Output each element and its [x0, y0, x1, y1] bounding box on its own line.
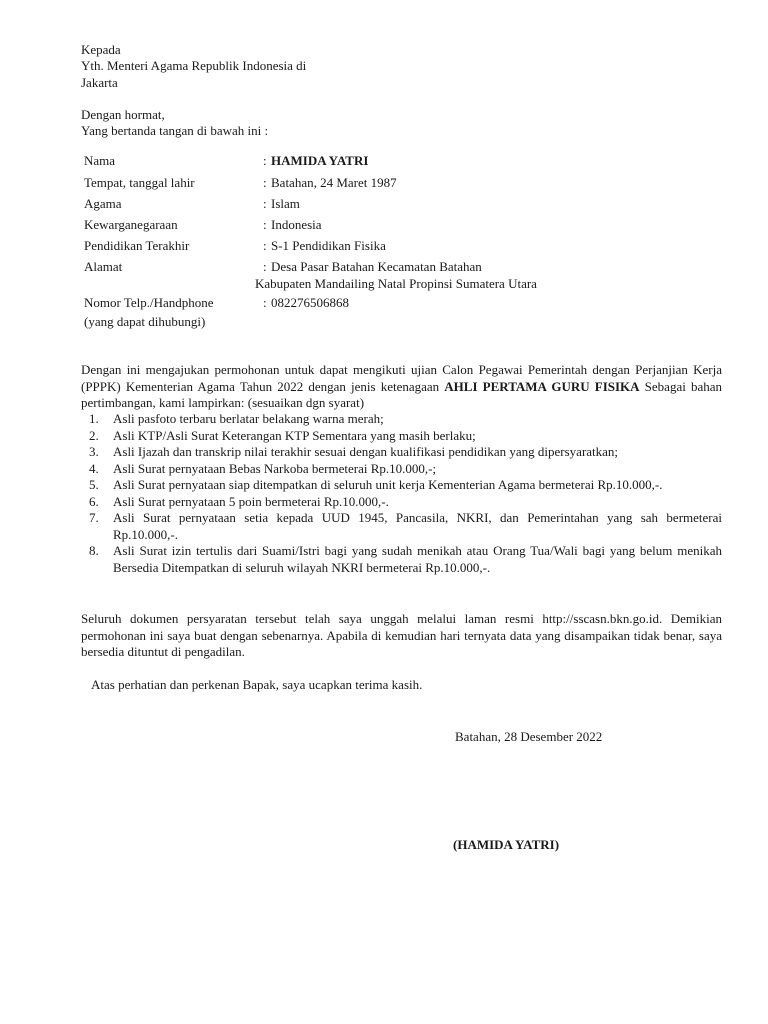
- recipient-line-3: Jakarta: [81, 75, 118, 90]
- list-item: [81, 543, 722, 576]
- birth-label: Tempat, tanggal lahir: [84, 175, 195, 190]
- list-number: 1.: [89, 411, 99, 426]
- list-item-text: Asli Ijazah dan transkrip nilai terakhir sesuai dengan kualifikasi pendidikan yang dipersyaratkan;: [113, 444, 619, 459]
- religion-label: Agama: [84, 196, 122, 211]
- list-item: [81, 494, 722, 511]
- request-paragraph: [81, 362, 722, 412]
- list-item: [81, 444, 722, 461]
- phone-value: 082276506868: [271, 295, 349, 310]
- phone-label: Nomor Telp./Handphone: [84, 295, 214, 310]
- list-number: 6.: [89, 493, 99, 509]
- education-label: Pendidikan Terakhir: [84, 238, 190, 253]
- religion-separator: :: [263, 196, 267, 211]
- name-value: HAMIDA YATRI: [271, 153, 369, 168]
- list-item-text: Asli Surat izin tertulis dari Suami/Istri bagi yang sudah menikah atau Orang Tua/Wali bagi yang belum menikah Bersedia Ditempatkan di seluruh wilayah NKRI bermeterai Rp.10.000,-.: [113, 543, 722, 575]
- birth-value: Batahan, 24 Maret 1987: [271, 175, 397, 190]
- list-number: 2.: [89, 427, 99, 443]
- position-name: AHLI PERTAMA GURU FISIKA: [444, 378, 640, 394]
- identity-row-education: [84, 238, 644, 255]
- education-value: S-1 Pendidikan Fisika: [271, 238, 386, 253]
- salutation: Dengan hormat,: [81, 107, 165, 122]
- address-value-line-1: Desa Pasar Batahan Kecamatan Batahan: [271, 259, 482, 274]
- identity-row-address: [84, 259, 644, 276]
- phone-separator: :: [263, 295, 267, 310]
- name-label: Nama: [84, 153, 116, 168]
- list-item: [81, 428, 722, 445]
- citizenship-label: Kewarganegaraan: [84, 217, 178, 232]
- phone-label-line-2: (yang dapat dihubungi): [84, 314, 206, 329]
- list-item: [81, 477, 722, 494]
- recipient-line-2: Yth. Menteri Agama Republik Indonesia di: [81, 58, 307, 73]
- list-item-text: Asli Surat pernyataan 5 poin bermeterai Rp.10.000,-.: [113, 493, 389, 509]
- list-number: 4.: [89, 460, 99, 476]
- citizenship-value: Indonesia: [271, 217, 322, 232]
- citizenship-separator: :: [263, 217, 267, 232]
- identity-row-phone: [84, 295, 644, 312]
- address-label: Alamat: [84, 259, 123, 274]
- place-date: Batahan, 28 Desember 2022: [455, 729, 603, 744]
- list-number: 7.: [89, 510, 99, 525]
- religion-value: Islam: [271, 196, 300, 211]
- list-item: [81, 510, 722, 543]
- address-separator: :: [263, 259, 267, 274]
- identity-row-birth: [84, 175, 644, 192]
- signature-name: (HAMIDA YATRI): [453, 837, 560, 852]
- list-item-text: Asli Surat pernyataan setia kepada UUD 1945, Pancasila, NKRI, dan Pemerintahan yang sah bermeterai Rp.10.000,-.: [113, 510, 722, 542]
- list-number: 3.: [89, 444, 99, 459]
- list-item-text: Asli Surat pernyataan Bebas Narkoba bermeterai Rp.10.000,-;: [113, 460, 437, 476]
- attachment-list: [81, 411, 722, 576]
- identity-row-citizenship: [84, 217, 644, 234]
- identity-row-religion: [84, 196, 644, 213]
- request-text-after: Sebagai bahan pertimbangan, kami lampirkan: (sesuaikan dgn syarat): [81, 378, 722, 410]
- address-value-line-2: Kabupaten Mandailing Natal Propinsi Sumatera Utara: [255, 276, 537, 291]
- recipient-line-1: Kepada: [81, 42, 121, 57]
- thanks-line: Atas perhatian dan perkenan Bapak, saya ucapkan terima kasih.: [91, 677, 423, 692]
- list-item-text: Asli Surat pernyataan siap ditempatkan di seluruh unit kerja Kementerian Agama bermeterai Rp.10.000,-.: [113, 477, 663, 492]
- name-separator: :: [263, 153, 267, 168]
- list-number: 8.: [89, 543, 99, 558]
- birth-separator: :: [263, 175, 267, 190]
- identity-row-name: [84, 153, 644, 170]
- list-item: [81, 411, 722, 428]
- request-text: Dengan ini mengajukan permohonan untuk dapat mengikuti ujian Calon Pegawai Pemerintah dengan Perjanjian Kerja (PPPK) Kementerian Agama Tahun 2022 dengan jenis ketenagaan: [81, 362, 722, 394]
- education-separator: :: [263, 238, 267, 253]
- intro-line: Yang bertanda tangan di bawah ini :: [81, 123, 269, 138]
- list-number: 5.: [89, 477, 99, 492]
- list-item-text: Asli pasfoto terbaru berlatar belakang warna merah;: [113, 411, 384, 426]
- closing-paragraph: Seluruh dokumen persyaratan tersebut telah saya unggah melalui laman resmi http://sscasn.bkn.go.id. Demikian permohonan ini saya buat dengan sebenarnya. Apabila di kemudian hari ternyata data yang disampaikan tidak benar, saya bersedia dituntut di pengadilan.: [81, 611, 722, 659]
- list-item: [81, 461, 722, 478]
- list-item-text: Asli KTP/Asli Surat Keterangan KTP Sementara yang masih berlaku;: [113, 427, 476, 443]
